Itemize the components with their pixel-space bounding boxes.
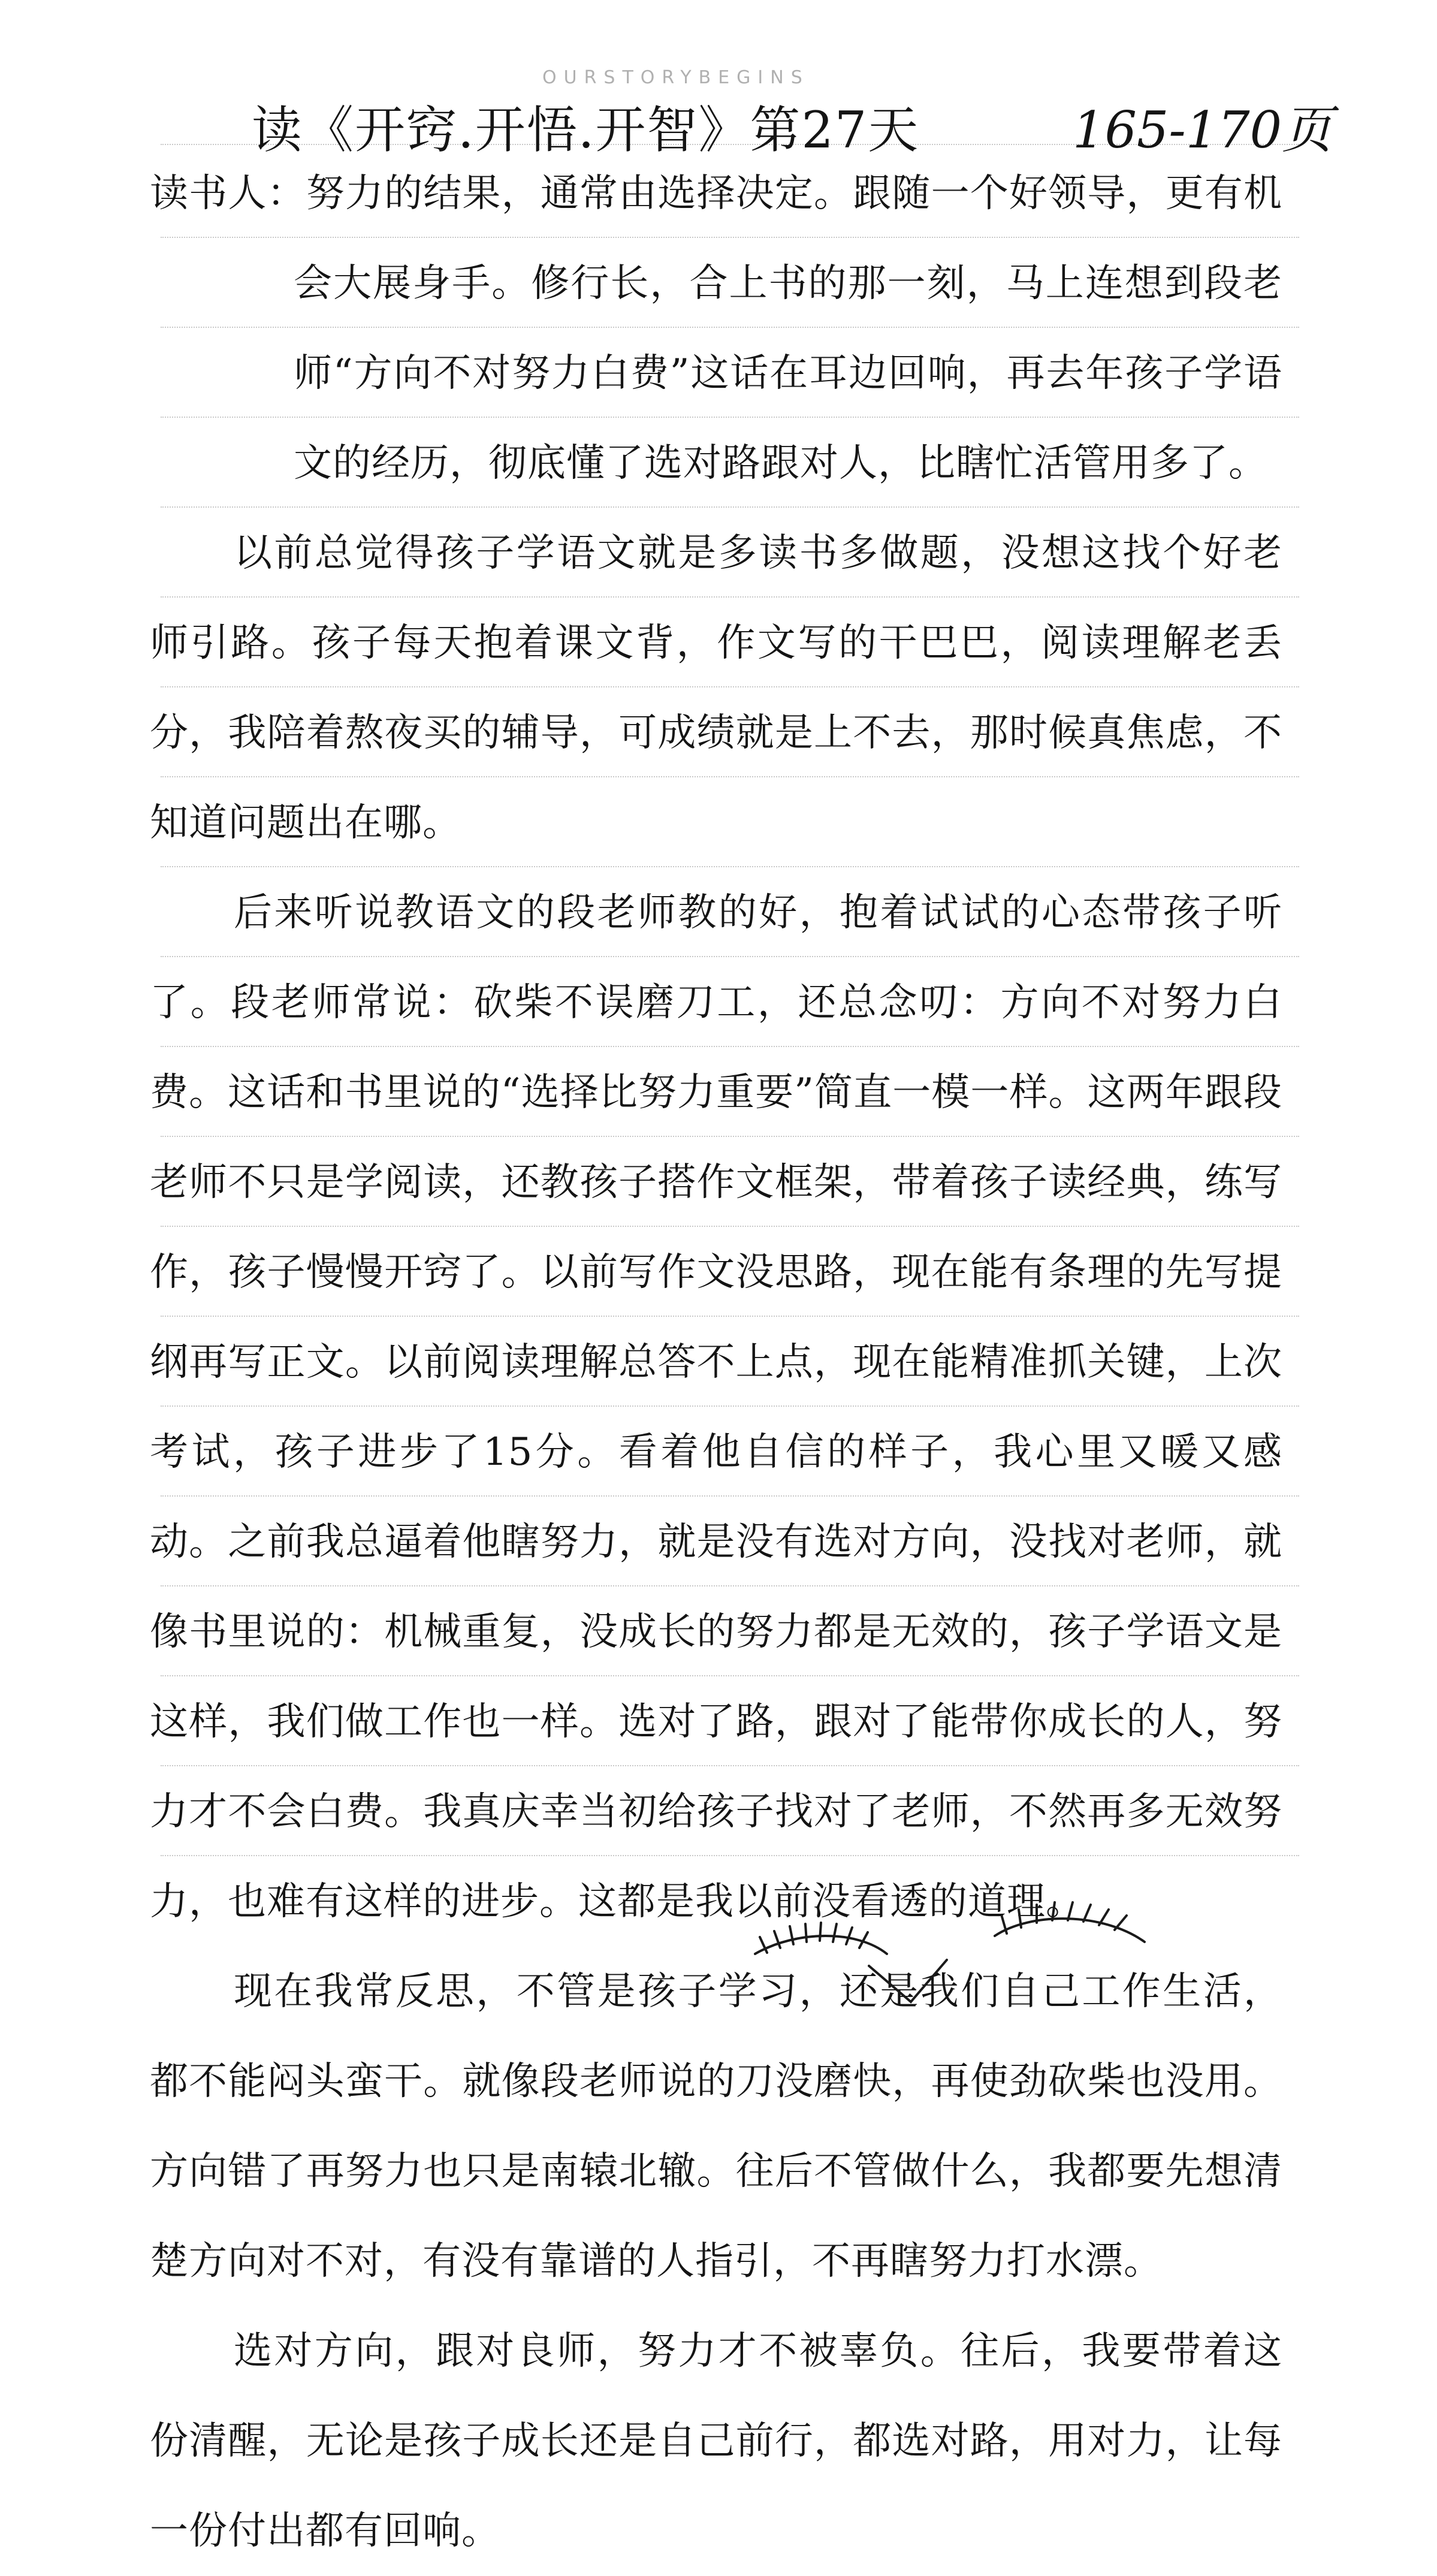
paragraph-3: 后来听说教语文的段老师教的好，抱着试试的心态带孩子听了。段老师常说：砍柴不误磨刀工，还总念叨：方向不对努力白费。这话和书里说的“选择比努力重要”简直一模一样。这两年跟段老师不只是学阅读，还教孩子搭作文框架，带着孩子读经典，练写作，孩子慢慢开窍了。以前写作文没思路，现在能有条理的先写提纲再写正文。以前阅读理解总答不上点，现在能精准抓关键，上次考试，孩子进步了15分。看着他自信的样子，我心里又暖又感动。之前我总逼着他瞎努力，就是没有选对方向，没找对老师，就像书里说的：机械重复，没成长的努力都是无效的，孩子学语文是这样，我们做工作也一样。选对了路，跟对了能带你成长的人，努力才不会白费。我真庆幸当初给孩子找对了老师，不然再多无效努力，也难有这样的进步。这都是我以前没看透的道理。	[150, 891, 1282, 1924]
handwritten-body	[150, 149, 1282, 2576]
page-title: 读《开窍.开悟.开智》第27天	[252, 101, 920, 159]
paragraph-2: 以前总觉得孩子学语文就是多读书多做题，没想这找个好老师引路。孩子每天抱着课文背，作文写的干巴巴，阅读理解老丢分，我陪着熬夜买的辅导，可成绩就是上不去，那时候真焦虑，不知道问题出在哪。	[150, 531, 1282, 845]
doodle-icon	[731, 1888, 1187, 2008]
paragraph-1: 读书人：努力的结果，通常由选择决定。跟随一个好领导，更有机会大展身手。修行长，合上书的那一刻，马上连想到段老师“方向不对努力白费”这话在耳边回响，再去年孩子学语文的经历，彻底懂了选对路跟对人，比瞎忙活管用多了。	[150, 171, 1282, 485]
watermark: OURSTORYBEGINS	[542, 67, 810, 88]
paragraph-5: 选对方向，跟对良师，努力才不被辜负。往后，我要带着这份清醒，无论是孩子成长还是自己前行，都选对路，用对力，让每一份付出都有回响。	[150, 2329, 1282, 2553]
page-range: 165-170页	[1073, 101, 1333, 159]
paragraph-4: 现在我常反思，不管是孩子学习，还是我们自己工作生活，都不能闷头蛮干。就像段老师说的刀没磨快，再使劲砍柴也没用。方向错了再努力也只是南辕北辙。往后不管做什么，我都要先想清楚方向对不对，有没有靠谱的人指引，不再瞎努力打水漂。	[150, 1969, 1282, 2284]
